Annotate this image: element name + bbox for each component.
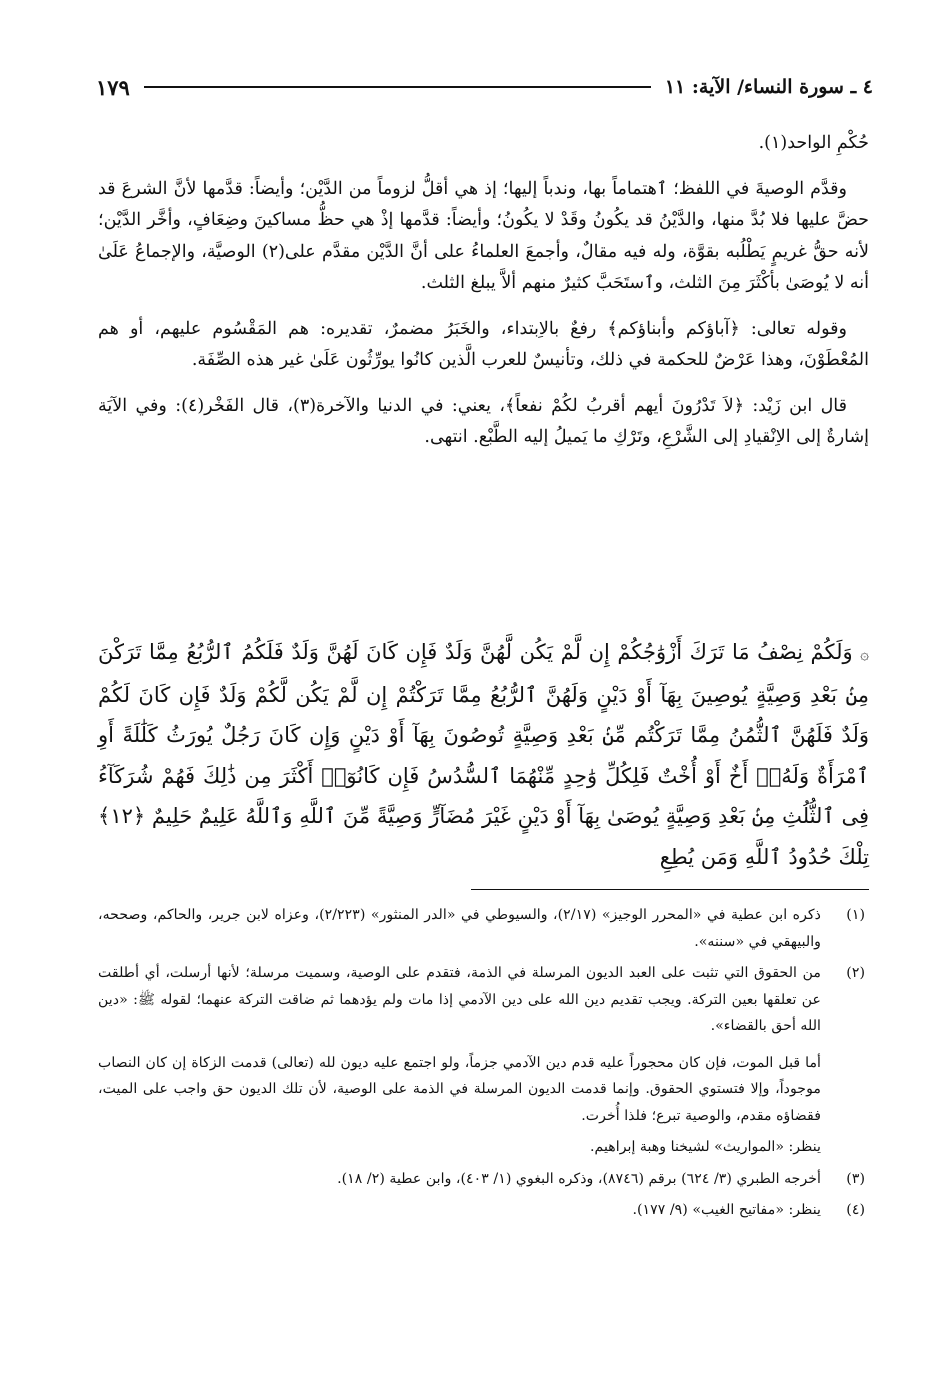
hizb-marker-icon: ۞ — [860, 645, 869, 663]
footnote-number: (٣) — [846, 1170, 865, 1187]
footnote-1 — [98, 902, 865, 955]
footnote-number: (٢) — [846, 965, 865, 981]
footnote-separator — [471, 889, 869, 890]
footnote-2-para-3: ينظر: «المواريث» لشيخنا وهبة إبراهيم. — [590, 1139, 821, 1155]
page-number: ١٧٩ — [96, 74, 130, 100]
footnote-text — [98, 960, 821, 1045]
verse-text: وَلَكُمْ نِصْفُ مَا تَرَكَ أَزْوَٰجُكُمْ إِن لَّمْ يَكُن لَّهُنَّ وَلَدٌ فَإِن كَانَ لَهُنَّ وَلَدٌ فَلَكُمُ ٱلرُّبُعُ مِمَّا تَرَكْنَ مِنۢ بَعْدِ وَصِيَّةٍ يُوصِينَ بِهَآ أَوْ دَيْنٍ وَلَهُنَّ ٱلرُّبُعُ مِمَّا تَرَكْتُمْ إِن لَّمْ يَكُن لَّكُمْ وَلَدٌ فَإِن كَانَ لَكُمْ وَلَدٌ فَلَهُنَّ ٱلثُّمُنُ مِمَّا تَرَكْتُم مِّنۢ بَعْدِ وَصِيَّةٍ تُوصُونَ بِهَآ أَوْ دَيْنٍ وَإِن كَانَ رَجُلٌ يُورَثُ كَلَٰلَةً أَوِ ٱمْرَأَةٌ وَلَهُۥٓ أَخٌ أَوْ أُخْتٌ فَلِكُلِّ وَٰحِدٍ مِّنْهُمَا ٱلسُّدُسُ فَإِن كَانُوٓا۟ أَكْثَرَ مِن ذَٰلِكَ فَهُمْ شُرَكَآءُ فِى ٱلثُّلُثِ مِنۢ بَعْدِ وَصِيَّةٍ يُوصَىٰ بِهَآ أَوْ دَيْنٍ غَيْرَ مُضَآرٍّ وَصِيَّةً مِّنَ ٱللَّهِ وَٱللَّهُ عَلِيمٌ حَلِيمٌ ﴿١٢﴾ تِلْكَ حُدُودُ ٱللَّهِ وَمَن يُطِعِ — [98, 640, 869, 869]
footnote-4 — [98, 1197, 865, 1224]
quran-verse-block — [98, 632, 869, 877]
footnote-2-para-1: من الحقوق التي تثبت على العبد الديون المرسلة في الذمة، فتقدم على الوصية، وسميت مرسلة؛ لأنها أرسلت، أي أطلقت عن تعلقها بعين التركة. ويجب تقديم دين الله على دين الآدمي إذا مات ولم يؤدهما ثم ضاقت التركة عنهما؛ لقوله ﷺ: «دين الله أحق بالقضاء». — [98, 965, 821, 1034]
footnote-3 — [98, 1166, 865, 1193]
footnote-2 — [98, 960, 865, 1045]
paragraph-1: حُكْمِ الواحد(١). — [758, 133, 869, 153]
footnote-2-para-2: أما قبل الموت، فإن كان محجوراً عليه قدم دين الآدمي جزماً، ولو اجتمع عليه ديون لله (تعالى) قدمت الزكاة إن كان النصاب موجوداً، وإلا فتستوي الحقوق. وإنما قدمت الديون المرسلة في الذمة على الوصية، لأن تلك الديون حق واجب على الميت، فقضاؤه مقدم، والوصية تبرع؛ فلذا أُخرت. — [98, 1054, 821, 1124]
footnote-number: (٤) — [846, 1202, 865, 1218]
paragraph-3: وقوله تعالى: ﴿آباؤكم وأبناؤكم﴾ رفعٌ بالاِبتداء، والخَبَرُ مضمرٌ، تقديره: هم المَقْسُوم عليهم، أو هم المُعْطَوْنَ، وهذا عَرْضٌ للحكمة في ذلك، وتأنيسٌ للعرب الَّذين كانُوا يورِّثُون عَلَىٰ غير هذه الصِّفَة. — [98, 318, 869, 370]
footnote-number: (١) — [846, 907, 865, 923]
footnote-text: ينظر: «مفاتيح الغيب» (٩/ ١٧٧). — [632, 1202, 821, 1218]
paragraph-2: وقدَّم الوصيةَ في اللفظ؛ ٱهتماماً بها، وندباً إليها؛ إذ هي أقلُّ لزوماً من الدَّيْن؛ وأيضاً: قدَّمها لأنَّ الشرعَ قد حضَّ عليها فلا بُدَّ منها، والدَّيْنُ قد يكُونُ وقَدْ لا يكُونُ؛ وأيضاً: قدَّمها إذْ هي حظُّ مساكينَ وضِعَافٍ، وأخَّر الدَّيْن؛ لأنه حقُّ غريمٍ يَطْلُبه بقوَّة، وله فيه مقالٌ، وأجمعَ العلماءُ على أنَّ الدَّيْن مقدَّم على(٢) الوصيَّة، والإجماعُ عَلَىٰ أنه لا يُوصَىٰ بأكْثَرَ مِنَ الثلث، وٱستَحَبَّ كثيرٌ منهم ألاَّ يبلغ الثلث. — [98, 178, 870, 293]
footnotes — [98, 902, 865, 1229]
main-text — [98, 128, 869, 468]
running-title: ٤ ـ سورة النساء/ الآية: ١١ — [664, 76, 873, 98]
footnote-text: أخرجه الطبري (٣/ ٦٢٤) برقم (٨٧٤٦)، وذكره البغوي (١/ ٤٠٣)، وابن عطية (٢/ ١٨). — [337, 1170, 821, 1187]
running-header — [96, 70, 873, 104]
header-rule — [144, 86, 651, 88]
paragraph-4: قال ابن زَيْد: ﴿لاَ تَدْرُونَ أيهم أقربُ لكُمْ نفعاً﴾، يعني: في الدنيا والآخرة(٣)، قال الفَخْر(٤): وفي الآيَة إشارةٌ إلى الاِنْقيادِ إلى الشَّرْعِ، وتَرْكِ ما يَميلُ إليه الطَّبْع. انتهى. — [98, 395, 869, 447]
footnote-text: ذكره ابن عطية في «المحرر الوجيز» (٢/١٧)، والسيوطي في «الدر المنثور» (٢/٢٢٣)، وعزاه لابن جرير، والحاكم، وصححه، والبيهقي في «سننه». — [98, 907, 822, 950]
